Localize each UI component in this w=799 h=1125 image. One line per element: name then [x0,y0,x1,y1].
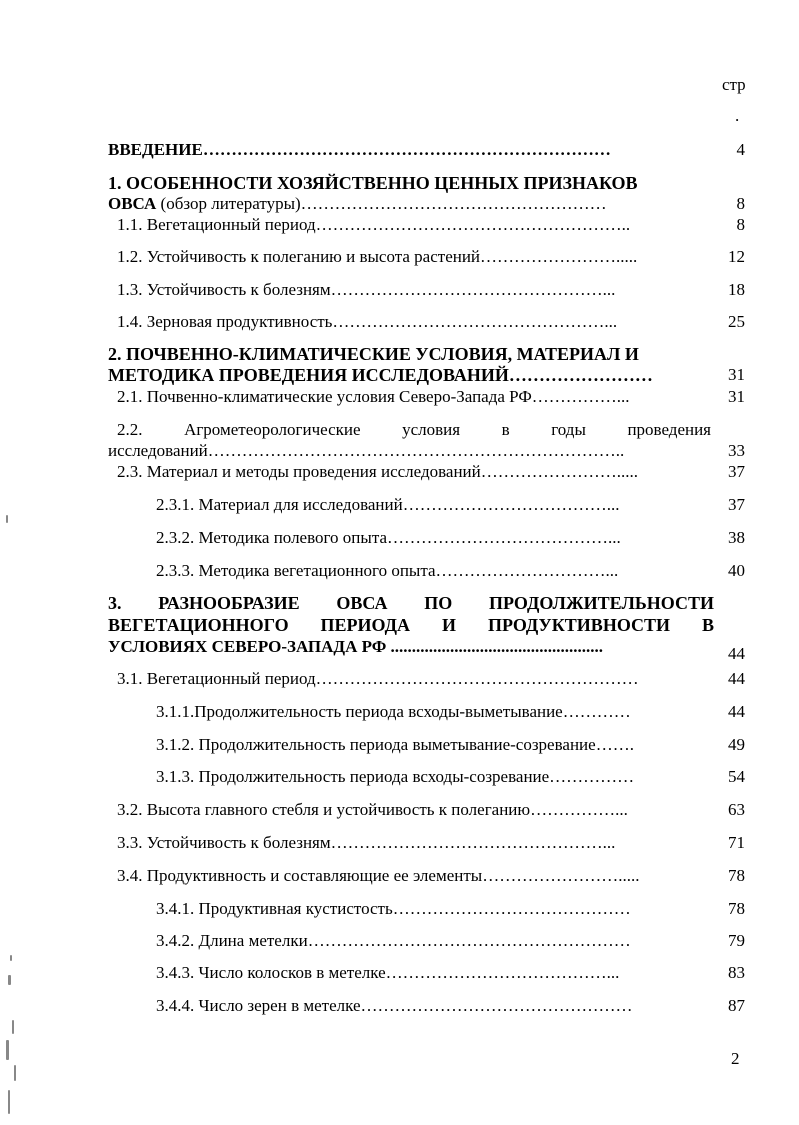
toc-item-3-1-3: 3.1.3. Продолжительность периода всходы-созревание…………… [156,767,635,786]
toc-item-2-3-3-page: 40 [728,561,745,580]
ch2-title-text: 2. ПОЧВЕННО-КЛИМАТИЧЕСКИЕ УСЛОВИЯ, МАТЕРИАЛ И [108,344,639,364]
toc-item-2-2-line2: исследований……………………………………………………………….. [108,441,625,460]
toc-item-2-3-1: 2.3.1. Материал для исследований………………………………... [156,495,620,514]
toc-item-2-3-page: 37 [728,462,745,481]
toc-ch2-title-line1 [108,344,714,364]
toc-ch2-page: 31 [728,365,745,384]
toc-item-3-4-2-page: 79 [728,931,745,950]
toc-item-1-2: 1.2. Устойчивость к полеганию и высота растений……………………..... [117,247,638,266]
scan-artifact [10,955,12,961]
toc-item-2-3-3: 2.3.3. Методика вегетационного опыта…………………………... [156,561,619,580]
toc-item-2-1-page: 31 [728,387,745,406]
toc-item-3-1-1: 3.1.1.Продолжительность периода всходы-выметывание………… [156,702,631,721]
toc-item-3-1-3-page: 54 [728,767,745,786]
scan-artifact [12,1020,14,1034]
toc-item-1-1-page: 8 [736,215,745,234]
toc-item-3-1-page: 44 [728,669,745,688]
toc-intro-page: 4 [736,140,745,159]
toc-item-2-3-2-page: 38 [728,528,745,547]
toc-item-3-3-page: 71 [728,833,745,852]
toc-ch3-page: 44 [728,644,745,663]
toc-item-3-4-3: 3.4.3. Число колосков в метелке…………………………………... [156,963,620,982]
toc-item-3-4-2: 3.4.2. Длина метелки………………………………………………… [156,931,631,950]
toc-item-2-1: 2.1. Почвенно-климатические условия Северо-Запада РФ……………... [117,387,630,406]
toc-item-3-4-4: 3.4.4. Число зерен в метелке………………………………………… [156,996,633,1015]
toc-item-2-3: 2.3. Материал и методы проведения исследований……………………..... [117,462,638,481]
toc-item-3-4-page: 78 [728,866,745,885]
toc-item-3-1: 3.1. Вегетационный период………………………………………………… [117,669,639,688]
toc-item-3-4-1-page: 78 [728,899,745,918]
toc-ch1-title-line1 [108,173,714,193]
scan-artifact [14,1065,16,1081]
toc-ch3-title-line3: УСЛОВИЯХ СЕВЕРО-ЗАПАДА РФ .................................................. [108,637,604,656]
toc-item-2-3-2: 2.3.2. Методика полевого опыта…………………………………... [156,528,621,547]
page-column-label-dot: . [735,106,740,125]
ch1-title-bold: ОВСА [108,194,157,213]
toc-ch3-title-line1: 3. РАЗНООБРАЗИЕ ОВСА ПО ПРОДОЛЖИТЕЛЬНОСТИ [108,593,714,613]
toc-item-3-1-2: 3.1.2. Продолжительность периода выметывание-созревание……. [156,735,634,754]
scan-artifact [8,1090,10,1114]
scan-artifact [6,515,8,523]
page-column-label: стр [722,75,746,94]
toc-item-1-4: 1.4. Зерновая продуктивность…………………………………………... [117,312,618,331]
toc-item-2-2-page: 33 [728,441,745,460]
toc-intro: ВВЕДЕНИЕ……………………………………………………………… [108,140,611,159]
toc-ch1-title-line2 [108,194,694,214]
ch1-title-rest: (обзор литературы)……………………………………………… [156,194,607,213]
toc-item-3-2-page: 63 [728,800,745,819]
toc-item-3-4-4-page: 87 [728,996,745,1015]
toc-ch3-title-line2: ВЕГЕТАЦИОННОГО ПЕРИОДА И ПРОДУКТИВНОСТИ В [108,615,714,635]
toc-item-3-1-2-page: 49 [728,735,745,754]
toc-item-3-3: 3.3. Устойчивость к болезням…………………………………………... [117,833,616,852]
toc-ch1-page: 8 [736,194,745,213]
ch1-title-text: 1. ОСОБЕННОСТИ ХОЗЯЙСТВЕННО ЦЕННЫХ ПРИЗНАКОВ [108,173,638,193]
toc-item-3-2: 3.2. Высота главного стебля и устойчивость к полеганию……………... [117,800,628,819]
toc-item-1-1: 1.1. Вегетационный период……………………………………………….. [117,215,631,234]
toc-item-2-2-line1: 2.2. Агрометеорологические условия в годы проведения [117,420,711,439]
toc-ch2-title-line2: МЕТОДИКА ПРОВЕДЕНИЯ ИССЛЕДОВАНИЙ…………………… [108,365,653,385]
toc-item-3-4: 3.4. Продуктивность и составляющие ее элементы……………………..... [117,866,640,885]
toc-item-3-4-1: 3.4.1. Продуктивная кустистость…………………………………… [156,899,631,918]
toc-item-3-1-1-page: 44 [728,702,745,721]
toc-item-3-4-3-page: 83 [728,963,745,982]
toc-item-1-3: 1.3. Устойчивость к болезням…………………………………………... [117,280,616,299]
toc-item-1-3-page: 18 [728,280,745,299]
toc-item-1-4-page: 25 [728,312,745,331]
page-number: 2 [731,1049,740,1068]
toc-item-1-2-page: 12 [728,247,745,266]
toc-item-2-3-1-page: 37 [728,495,745,514]
scan-artifact [8,975,11,985]
scan-artifact [6,1040,9,1060]
